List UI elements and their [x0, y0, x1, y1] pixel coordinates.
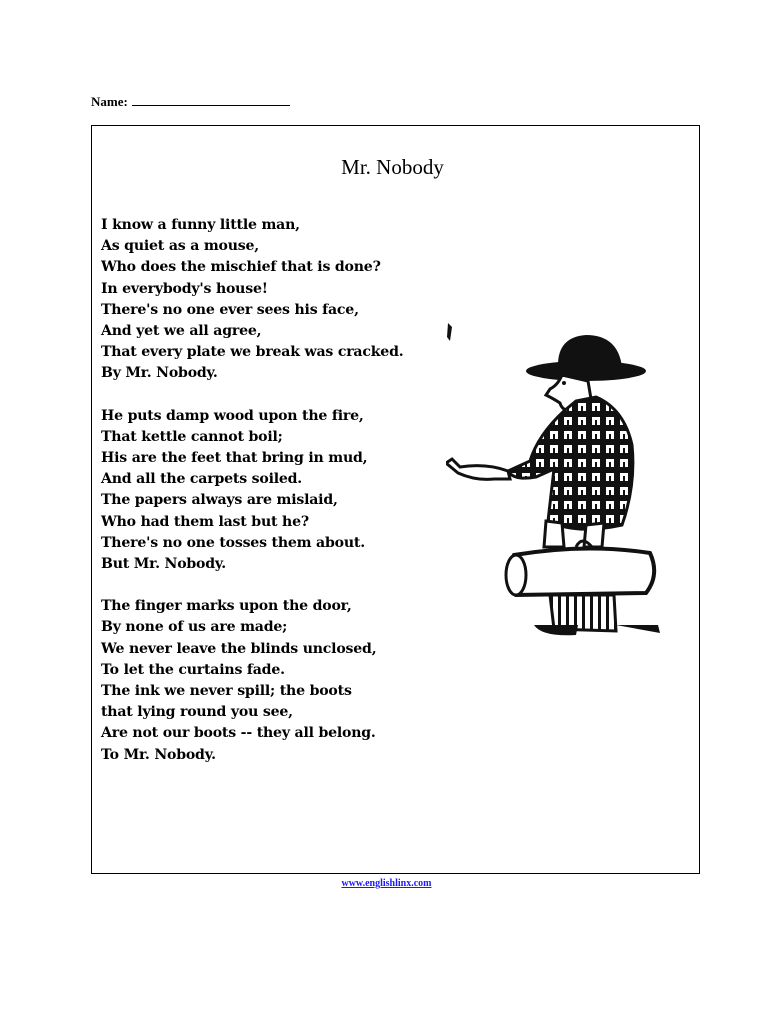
poem-line: As quiet as a mouse,	[101, 238, 259, 255]
stanza-3	[101, 596, 441, 766]
poem-body	[101, 215, 441, 787]
stanza-1	[101, 215, 441, 385]
poem-line: The finger marks upon the door,	[101, 598, 352, 615]
footer	[0, 878, 768, 889]
poem-line: We never leave the blinds unclosed,	[101, 640, 377, 657]
poem-title: Mr. Nobody	[341, 155, 444, 179]
poem-line: There's no one ever sees his face,	[101, 301, 359, 318]
poem-line: By none of us are made;	[101, 619, 288, 636]
poem-line: Who does the mischief that is done?	[101, 259, 381, 276]
poem-line: He puts damp wood upon the fire,	[101, 407, 364, 424]
poem-line: There's no one tosses them about.	[101, 534, 365, 551]
website-link[interactable]: www.englishlinx.com	[341, 878, 432, 889]
poem-line: That every plate we break was cracked.	[101, 344, 404, 361]
poem-line: His are the feet that bring in mud,	[101, 450, 368, 467]
poem-line: Are not our boots -- they all belong.	[101, 725, 376, 742]
mr-nobody-cartoon-icon	[446, 285, 666, 637]
poem-line: that lying round you see,	[101, 704, 293, 721]
poem-line: I know a funny little man,	[101, 217, 300, 233]
poem-line: And yet we all agree,	[101, 323, 262, 340]
name-field	[91, 94, 290, 110]
name-label: Name:	[91, 94, 128, 109]
name-blank-line	[132, 94, 290, 106]
poem-line: The papers always are mislaid,	[101, 492, 338, 509]
poem-line: To let the curtains fade.	[101, 661, 285, 678]
poem-line: By Mr. Nobody.	[101, 365, 218, 382]
poem-line: The ink we never spill; the boots	[101, 683, 352, 700]
poem-line: Who had them last but he?	[101, 513, 309, 530]
stanza-2	[101, 406, 441, 576]
poem-line: In everybody's house!	[101, 280, 268, 297]
poem-line: That kettle cannot boil;	[101, 428, 283, 445]
poem-line: But Mr. Nobody.	[101, 556, 226, 573]
poem-line: To Mr. Nobody.	[101, 746, 216, 763]
poem-line: And all the carpets soiled.	[101, 471, 303, 488]
